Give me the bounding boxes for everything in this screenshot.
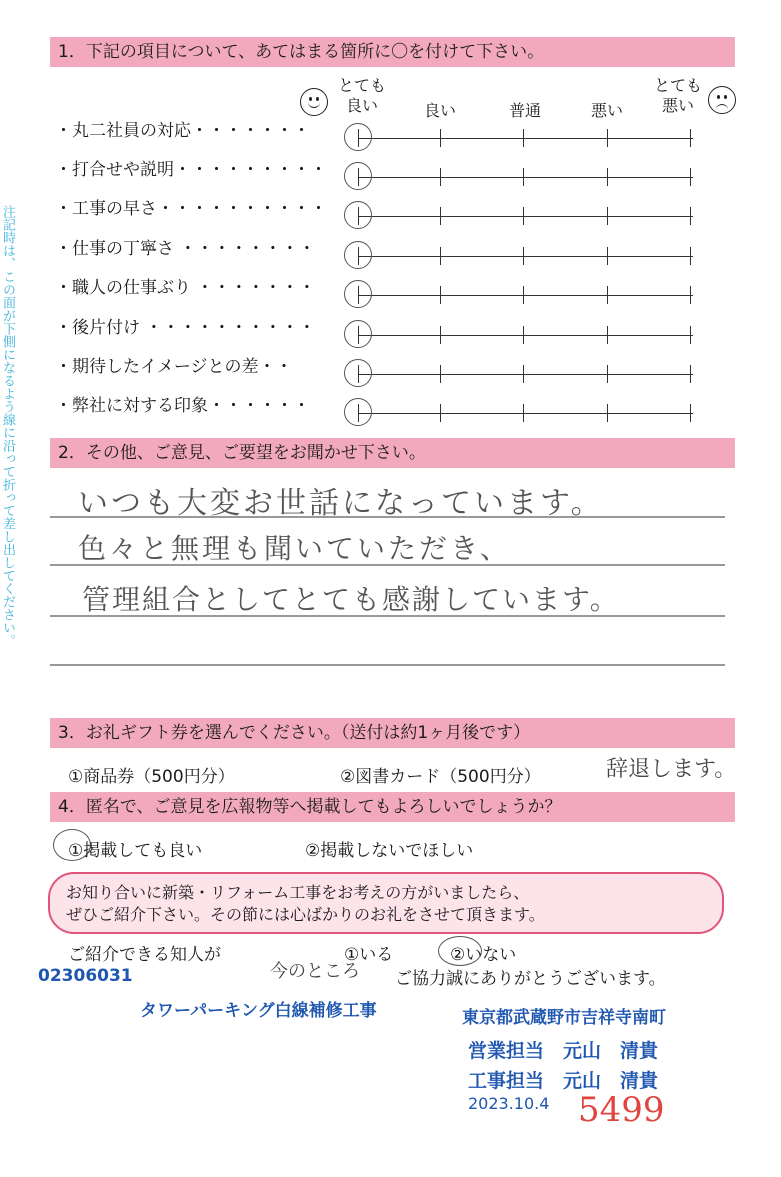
rating-tick[interactable]	[690, 286, 691, 304]
rating-tick[interactable]	[440, 404, 441, 422]
referral-prompt: ご紹介できる知人が	[68, 945, 221, 965]
rating-tick[interactable]	[440, 286, 441, 304]
comment-line-3[interactable]: 管理組合としてとても感謝しています。	[82, 583, 620, 616]
rating-item-label: ・工事の早さ・・・・・・・・・・	[55, 199, 327, 219]
rating-tick[interactable]	[523, 326, 524, 344]
smile-face-icon	[300, 88, 328, 116]
survey-number: 5499	[578, 1090, 665, 1130]
sad-face-icon	[708, 86, 736, 114]
rating-tick[interactable]	[690, 207, 691, 225]
rating-tick[interactable]	[523, 247, 524, 265]
section3-title: 3．お礼ギフト券を選んでください。（送付は約1ヶ月後です）	[50, 718, 735, 748]
selected-rating-circle-icon	[344, 162, 372, 190]
rating-scale-line	[358, 138, 693, 139]
rating-tick[interactable]	[690, 168, 691, 186]
rating-item-label: ・弊社に対する印象・・・・・・	[55, 396, 310, 416]
rating-tick[interactable]	[690, 365, 691, 383]
section2-title: 2．その他、ご意見、ご要望をお聞かせ下さい。	[50, 438, 735, 468]
rating-tick[interactable]	[523, 168, 524, 186]
rating-item-label: ・後片付け ・・・・・・・・・・	[55, 318, 316, 338]
rating-tick[interactable]	[690, 247, 691, 265]
rating-tick[interactable]	[440, 207, 441, 225]
rating-scale-line	[358, 295, 693, 296]
rating-scale-line	[358, 413, 693, 414]
construction-rep: 工事担当 元山 清貴	[468, 1070, 659, 1092]
rating-tick[interactable]	[690, 404, 691, 422]
customer-code: 02306031	[38, 966, 133, 986]
rating-tick[interactable]	[440, 247, 441, 265]
rating-item-label: ・打合せや説明・・・・・・・・・	[55, 160, 327, 180]
rating-tick[interactable]	[690, 326, 691, 344]
gift-decline-note: 辞退します。	[606, 757, 737, 782]
publish-option-1[interactable]: ①掲載しても良い	[68, 841, 203, 861]
scale-label-very-good: とても 良い	[337, 76, 386, 115]
rating-tick[interactable]	[523, 365, 524, 383]
rating-tick[interactable]	[607, 247, 608, 265]
referral-notice	[48, 872, 724, 934]
rating-tick[interactable]	[607, 286, 608, 304]
comment-line-2[interactable]: 色々と無理も聞いていただき、	[78, 532, 511, 565]
rating-tick[interactable]	[607, 207, 608, 225]
section4-title: 4．匿名で、ご意見を広報物等へ掲載してもよろしいでしょうか？	[50, 792, 735, 822]
rating-tick[interactable]	[440, 168, 441, 186]
scale-label-very-bad: とても 悪い	[653, 76, 702, 115]
referral-handwritten-note: 今のところ	[270, 961, 360, 982]
referral-option-2[interactable]: ②いない	[450, 945, 517, 965]
rating-tick[interactable]	[440, 129, 441, 147]
rating-tick[interactable]	[607, 326, 608, 344]
gift-option-2[interactable]: ②図書カード（500円分）	[340, 767, 541, 787]
rating-tick[interactable]	[607, 404, 608, 422]
selected-rating-circle-icon	[344, 241, 372, 269]
rating-scale-line	[358, 256, 693, 257]
rating-scale-line	[358, 177, 693, 178]
scale-label-good: 良い	[423, 101, 456, 120]
selected-rating-circle-icon	[344, 398, 372, 426]
rating-tick[interactable]	[523, 286, 524, 304]
rating-tick[interactable]	[607, 365, 608, 383]
scale-label-bad: 悪い	[590, 101, 623, 120]
selected-rating-circle-icon	[344, 280, 372, 308]
section1-title: 1．下記の項目について、あてはまる箇所に〇を付けて下さい。	[50, 37, 735, 67]
sales-rep: 営業担当 元山 清貴	[468, 1040, 659, 1062]
rating-item-label: ・丸二社員の対応・・・・・・・	[55, 121, 310, 141]
rating-scale-line	[358, 374, 693, 375]
rating-tick[interactable]	[440, 365, 441, 383]
referral-option-1[interactable]: ①いる	[344, 945, 394, 965]
gift-option-1[interactable]: ①商品券（500円分）	[68, 767, 235, 787]
referral-notice-line-2: ぜひご紹介下さい。その節には心ばかりのお礼をさせて頂きます。	[66, 905, 545, 924]
address: 東京都武蔵野市吉祥寺南町	[462, 1008, 666, 1028]
rating-tick[interactable]	[607, 168, 608, 186]
selected-rating-circle-icon	[344, 359, 372, 387]
selected-rating-circle-icon	[344, 320, 372, 348]
fold-instruction: 注記時は、この面が下側になるよう線に沿って折って差し出してください。	[0, 205, 15, 647]
date: 2023.10.4	[468, 1094, 550, 1113]
rating-tick[interactable]	[523, 129, 524, 147]
project-name: タワーパーキング白線補修工事	[140, 1001, 377, 1021]
rating-tick[interactable]	[607, 129, 608, 147]
comment-line-1[interactable]: いつも大変お世話になっています。	[78, 486, 604, 521]
referral-notice-line-1: お知り合いに新築・リフォーム工事をお考えの方がいましたら、	[66, 883, 530, 902]
rating-item-label: ・仕事の丁寧さ ・・・・・・・・	[55, 239, 316, 259]
selected-rating-circle-icon	[344, 201, 372, 229]
rating-scale-line	[358, 335, 693, 336]
rating-item-label: ・期待したイメージとの差・・	[55, 357, 293, 377]
rating-tick[interactable]	[523, 207, 524, 225]
rating-tick[interactable]	[440, 326, 441, 344]
publish-option-2[interactable]: ②掲載しないでほしい	[305, 841, 474, 861]
rating-tick[interactable]	[523, 404, 524, 422]
thanks-message: ご協力誠にありがとうございます。	[395, 969, 666, 989]
rating-item-label: ・職人の仕事ぶり ・・・・・・・	[55, 278, 316, 298]
scale-label-normal: 普通	[508, 101, 541, 120]
rating-tick[interactable]	[690, 129, 691, 147]
selected-rating-circle-icon	[344, 123, 372, 151]
rating-scale-line	[358, 216, 693, 217]
